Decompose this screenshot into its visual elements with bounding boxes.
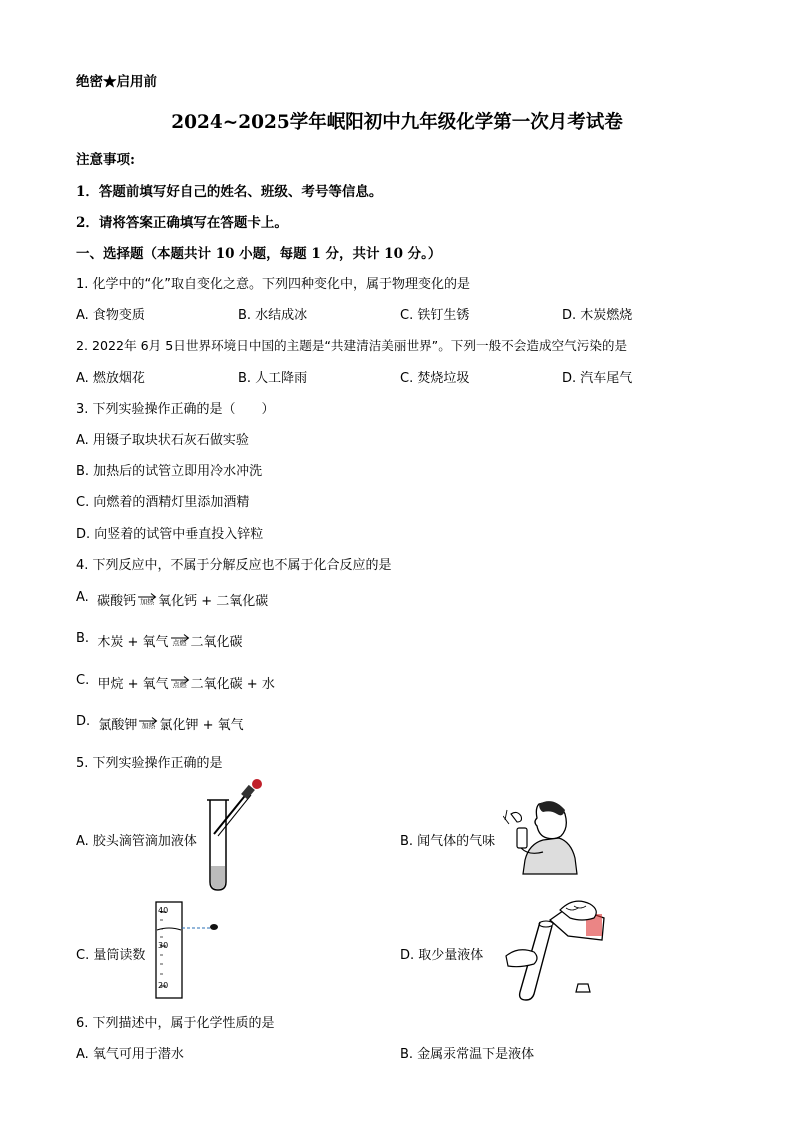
notice-heading: 注意事项: xyxy=(76,152,135,168)
reactants: 甲烷 + 氧气 xyxy=(97,677,169,692)
option-a: A. 食物变质 xyxy=(76,308,145,323)
reaction-option-a xyxy=(76,590,268,609)
option-d: D. 向竖着的试管中垂直投入锌粒 xyxy=(76,527,264,542)
option-a: A. 用镊子取块状石灰石做实验 xyxy=(76,433,249,448)
notice-item: 1．答题前填写好自己的姓名、班级、考号等信息。 xyxy=(76,184,383,200)
option-c: C. 铁钉生锈 xyxy=(400,308,470,323)
reaction-condition: 加热 xyxy=(140,598,155,606)
reaction-arrow xyxy=(170,673,190,689)
option-c: C. 焚烧垃圾 xyxy=(400,371,470,386)
tick-label: 40 xyxy=(158,906,169,915)
option-d: D. 木炭燃烧 xyxy=(562,308,633,323)
option-b: B. 人工降雨 xyxy=(238,371,308,386)
option-a: A. 燃放烟花 xyxy=(76,371,145,386)
reaction-arrow xyxy=(138,714,158,730)
option-label: B. xyxy=(76,631,90,646)
smelling-gas-figure xyxy=(503,798,579,876)
reaction-arrow xyxy=(137,590,157,606)
option-label: C. xyxy=(76,673,90,688)
section-heading: 一、选择题（本题共计 10 小题，每题 1 分，共计 10 分。） xyxy=(76,246,442,262)
reaction-option-d xyxy=(76,714,244,733)
reaction-condition: 点燃 xyxy=(172,681,187,689)
pouring-liquid-figure xyxy=(490,896,612,1004)
option-b: B. 金属汞常温下是液体 xyxy=(400,1047,535,1062)
reaction-option-c xyxy=(76,673,275,692)
reaction-condition: 点燃 xyxy=(172,639,187,647)
question-stem: 4. 下列反应中，不属于分解反应也不属于化合反应的是 xyxy=(76,558,392,573)
reactants: 木炭 + 氧气 xyxy=(97,635,169,650)
products: 氧化钙 + 二氧化碳 xyxy=(158,594,269,609)
option-a: A. 胶头滴管滴加液体 xyxy=(76,834,197,849)
reaction-condition: 加热 xyxy=(141,722,156,730)
question-stem: 6. 下列描述中，属于化学性质的是 xyxy=(76,1016,275,1031)
option-label: A. xyxy=(76,590,89,605)
option-d: D. 取少量液体 xyxy=(400,948,484,963)
reaction-arrow xyxy=(170,631,190,647)
option-b: B. 闻气体的气味 xyxy=(400,834,496,849)
option-c: C. 向燃着的酒精灯里添加酒精 xyxy=(76,495,250,510)
products: 二氧化碳 xyxy=(190,635,243,650)
option-d: D. 汽车尾气 xyxy=(562,371,633,386)
question-stem: 2. 2022年 6月 5日世界环境日中国的主题是“共建清洁美丽世界”。下列一般不会造成空气污染的是 xyxy=(76,338,628,353)
secret-mark: 绝密★启用前 xyxy=(76,74,157,90)
reactants: 碳酸钙 xyxy=(97,594,137,609)
reactants: 氯酸钾 xyxy=(98,718,138,733)
tick-label: 30 xyxy=(158,941,169,950)
option-label: D. xyxy=(76,714,91,729)
products: 氯化钾 + 氧气 xyxy=(159,718,244,733)
option-c: C. 量筒读数 xyxy=(76,948,146,963)
reaction-option-b xyxy=(76,631,243,650)
option-b: B. 水结成冰 xyxy=(238,308,308,323)
notice-item: 2．请将答案正确填写在答题卡上。 xyxy=(76,215,288,231)
exam-title: 2024~2025学年岷阳初中九年级化学第一次月考试卷 xyxy=(171,112,623,133)
products: 二氧化碳 + 水 xyxy=(190,677,275,692)
question-stem: 3. 下列实验操作正确的是（ ） xyxy=(76,402,275,417)
dropper-test-tube-figure xyxy=(200,778,270,896)
option-a: A. 氧气可用于潜水 xyxy=(76,1047,184,1062)
tick-label: 20 xyxy=(158,981,169,990)
question-stem: 1. 化学中的“化”取自变化之意。下列四种变化中，属于物理变化的是 xyxy=(76,277,471,292)
question-stem: 5. 下列实验操作正确的是 xyxy=(76,756,223,771)
option-b: B. 加热后的试管立即用冷水冲洗 xyxy=(76,464,263,479)
